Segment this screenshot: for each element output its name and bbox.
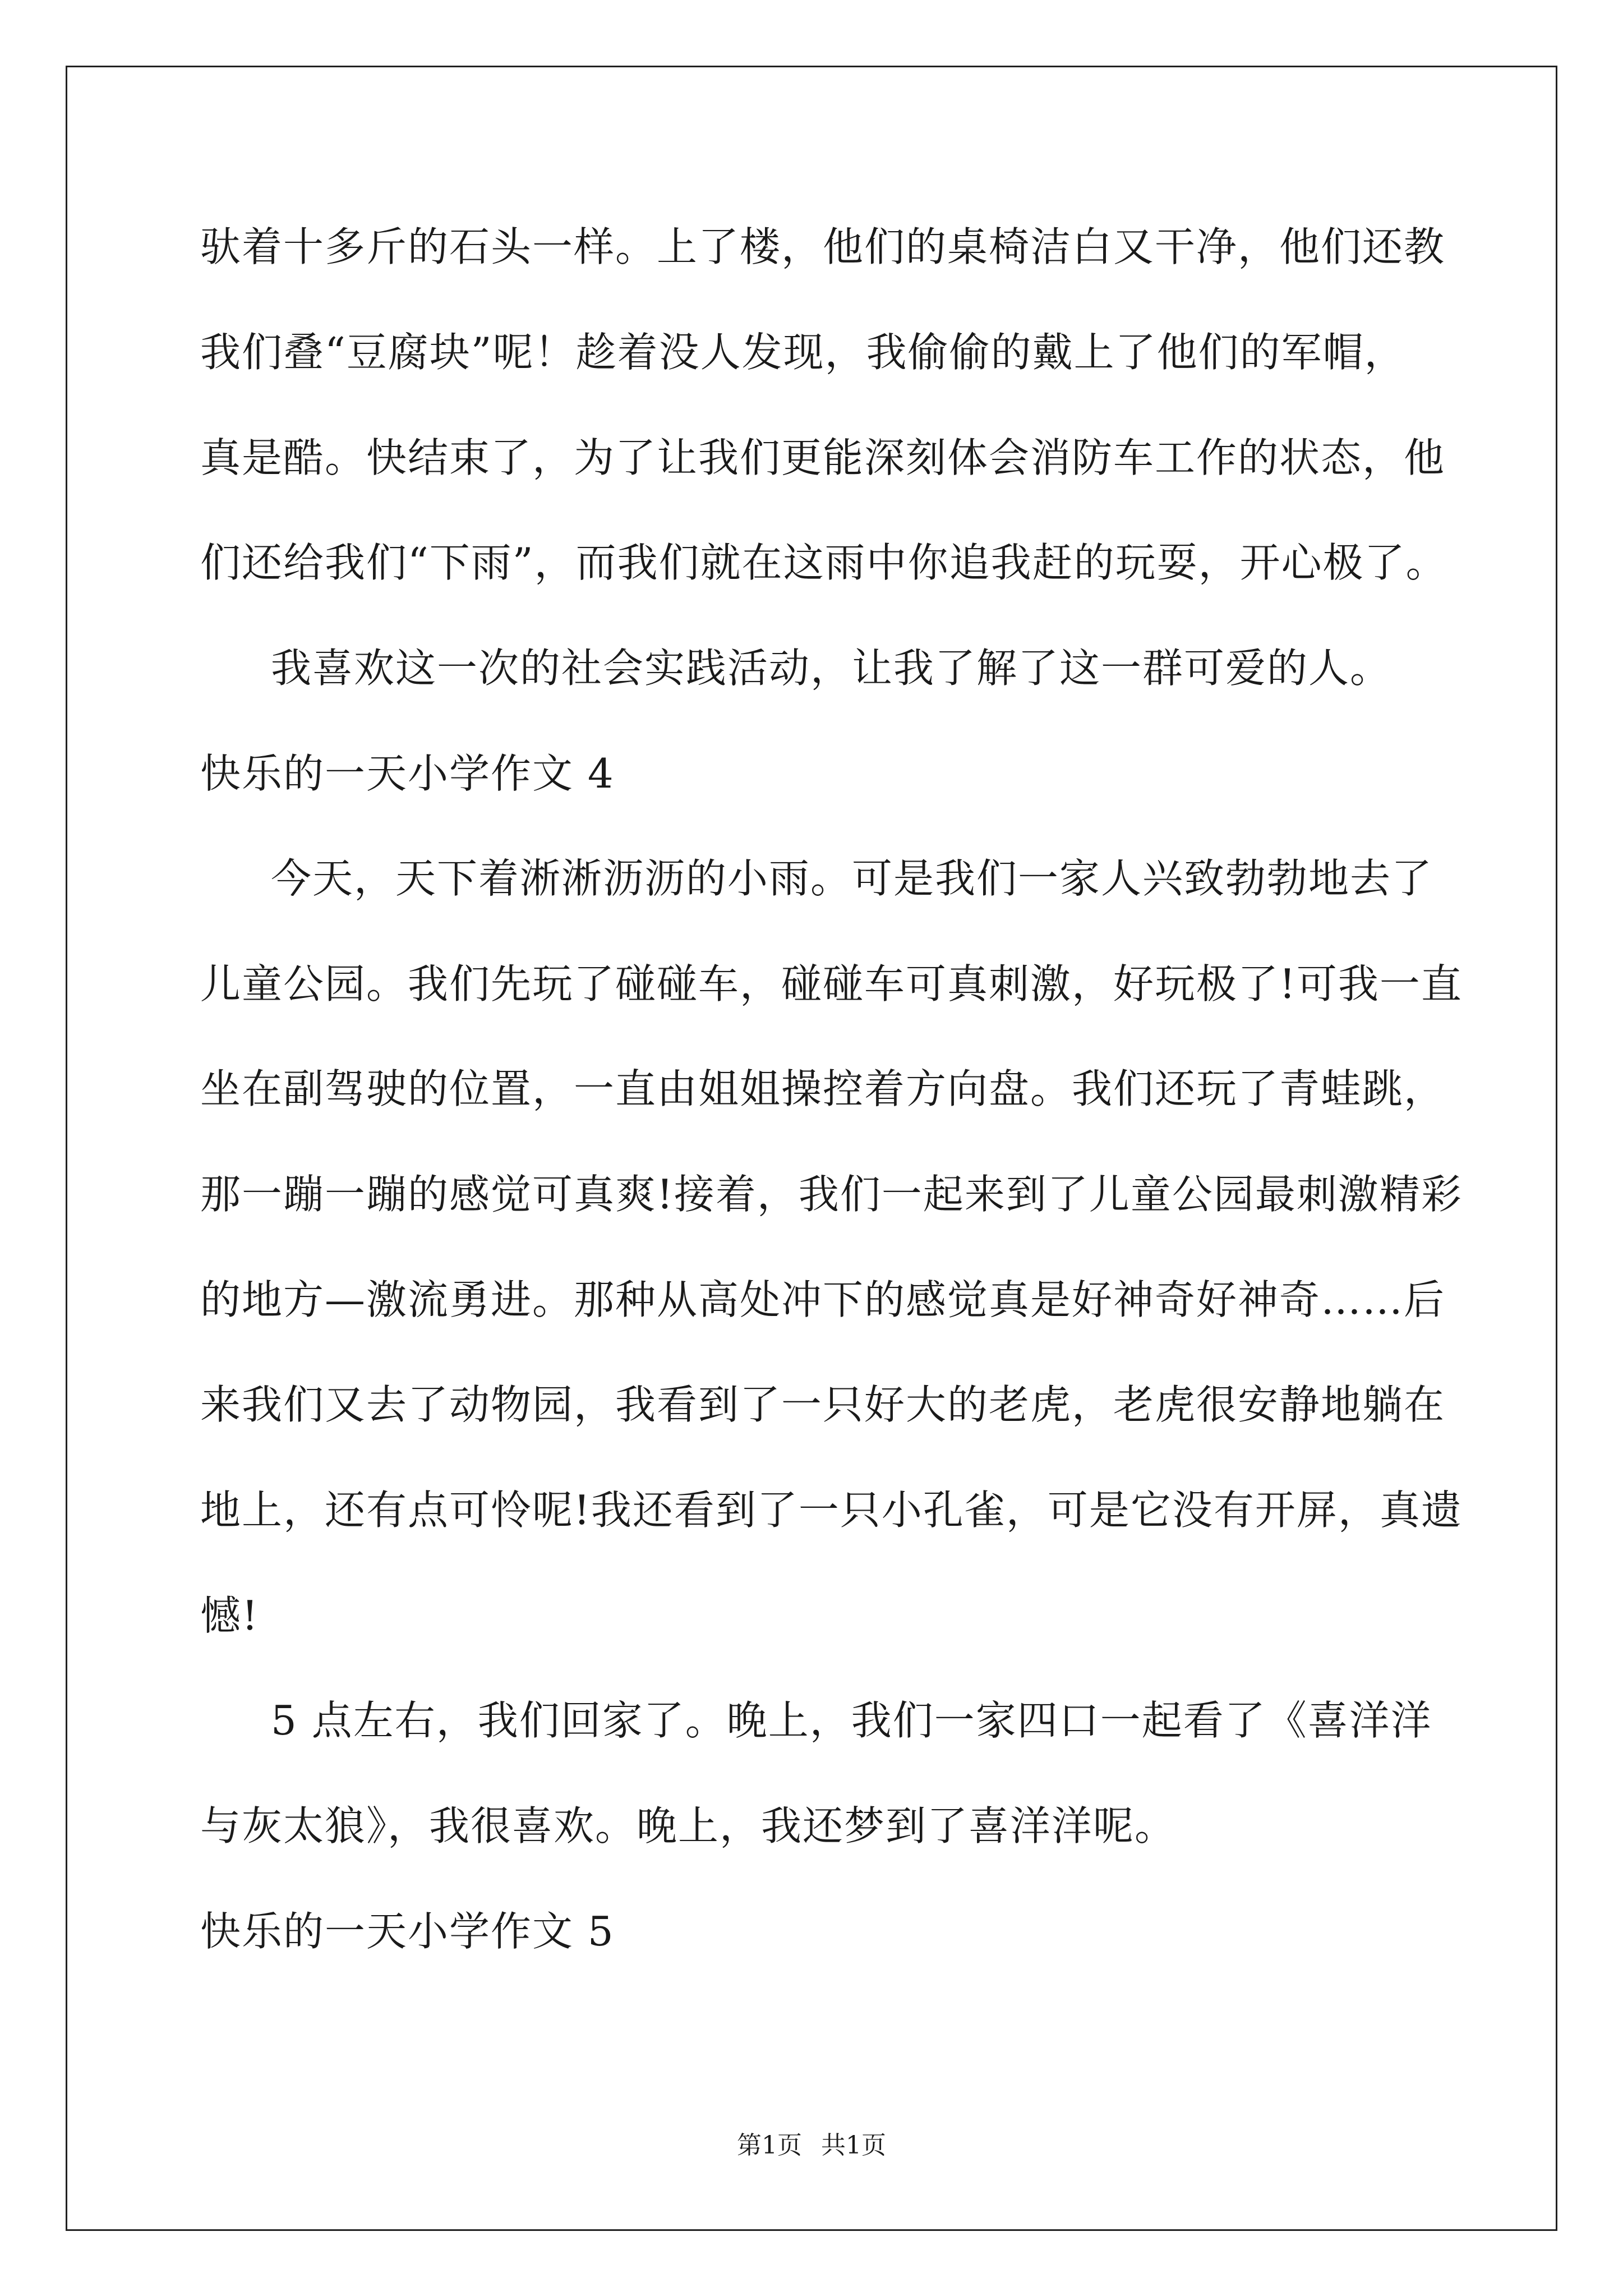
paragraph-line: 今天，天下着淅淅沥沥的小雨。可是我们一家人兴致勃勃地去了 (271, 855, 1433, 902)
page-total: 共1页 (821, 2131, 886, 2160)
body-line: 驮着十多斤的石头一样。上了楼，他们的桌椅洁白又干净，他们还教 (200, 223, 1446, 270)
body-line: 那一蹦一蹦的感觉可真爽!接着，我们一起来到了儿童公园最刺激精彩 (200, 1171, 1463, 1218)
body-line: 来我们又去了动物园，我看到了一只好大的老虎，老虎很安静地躺在 (200, 1381, 1446, 1428)
body-line: 与灰太狼》，我很喜欢。晚上，我还梦到了喜洋洋呢。 (200, 1802, 1177, 1849)
paragraph-line: 我喜欢这一次的社会实践活动，让我了解了这一群可爱的人。 (271, 645, 1392, 692)
section-heading: 快乐的一天小学作文 4 (200, 750, 615, 797)
body-line: 坐在副驾驶的位置，一直由姐姐操控着方向盘。我们还玩了青蛙跳， (200, 1065, 1446, 1112)
body-line: 儿童公园。我们先玩了碰碰车，碰碰车可真刺激，好玩极了!可我一直 (200, 960, 1463, 1007)
body-line: 地上，还有点可怜呢!我还看到了一只小孔雀，可是它没有开屏，真遗 (200, 1487, 1463, 1534)
page-number: 第1页 (737, 2131, 802, 2160)
page-footer (0, 2129, 1623, 2162)
section-heading: 快乐的一天小学作文 5 (200, 1908, 615, 1955)
paragraph-line: 5 点左右，我们回家了。晚上，我们一家四口一起看了《喜洋洋 (271, 1697, 1432, 1744)
body-line: 真是酷。快结束了，为了让我们更能深刻体会消防车工作的状态，他 (200, 434, 1446, 481)
body-line: 憾! (200, 1592, 259, 1639)
body-line: 的地方—激流勇进。那种从高处冲下的感觉真是好神奇好神奇……后 (200, 1276, 1446, 1323)
body-line: 我们叠“豆腐块”呢！趁着没人发现，我偷偷的戴上了他们的军帽， (200, 329, 1406, 376)
body-line: 们还给我们“下雨”，而我们就在这雨中你追我赶的玩耍，开心极了。 (200, 539, 1447, 586)
